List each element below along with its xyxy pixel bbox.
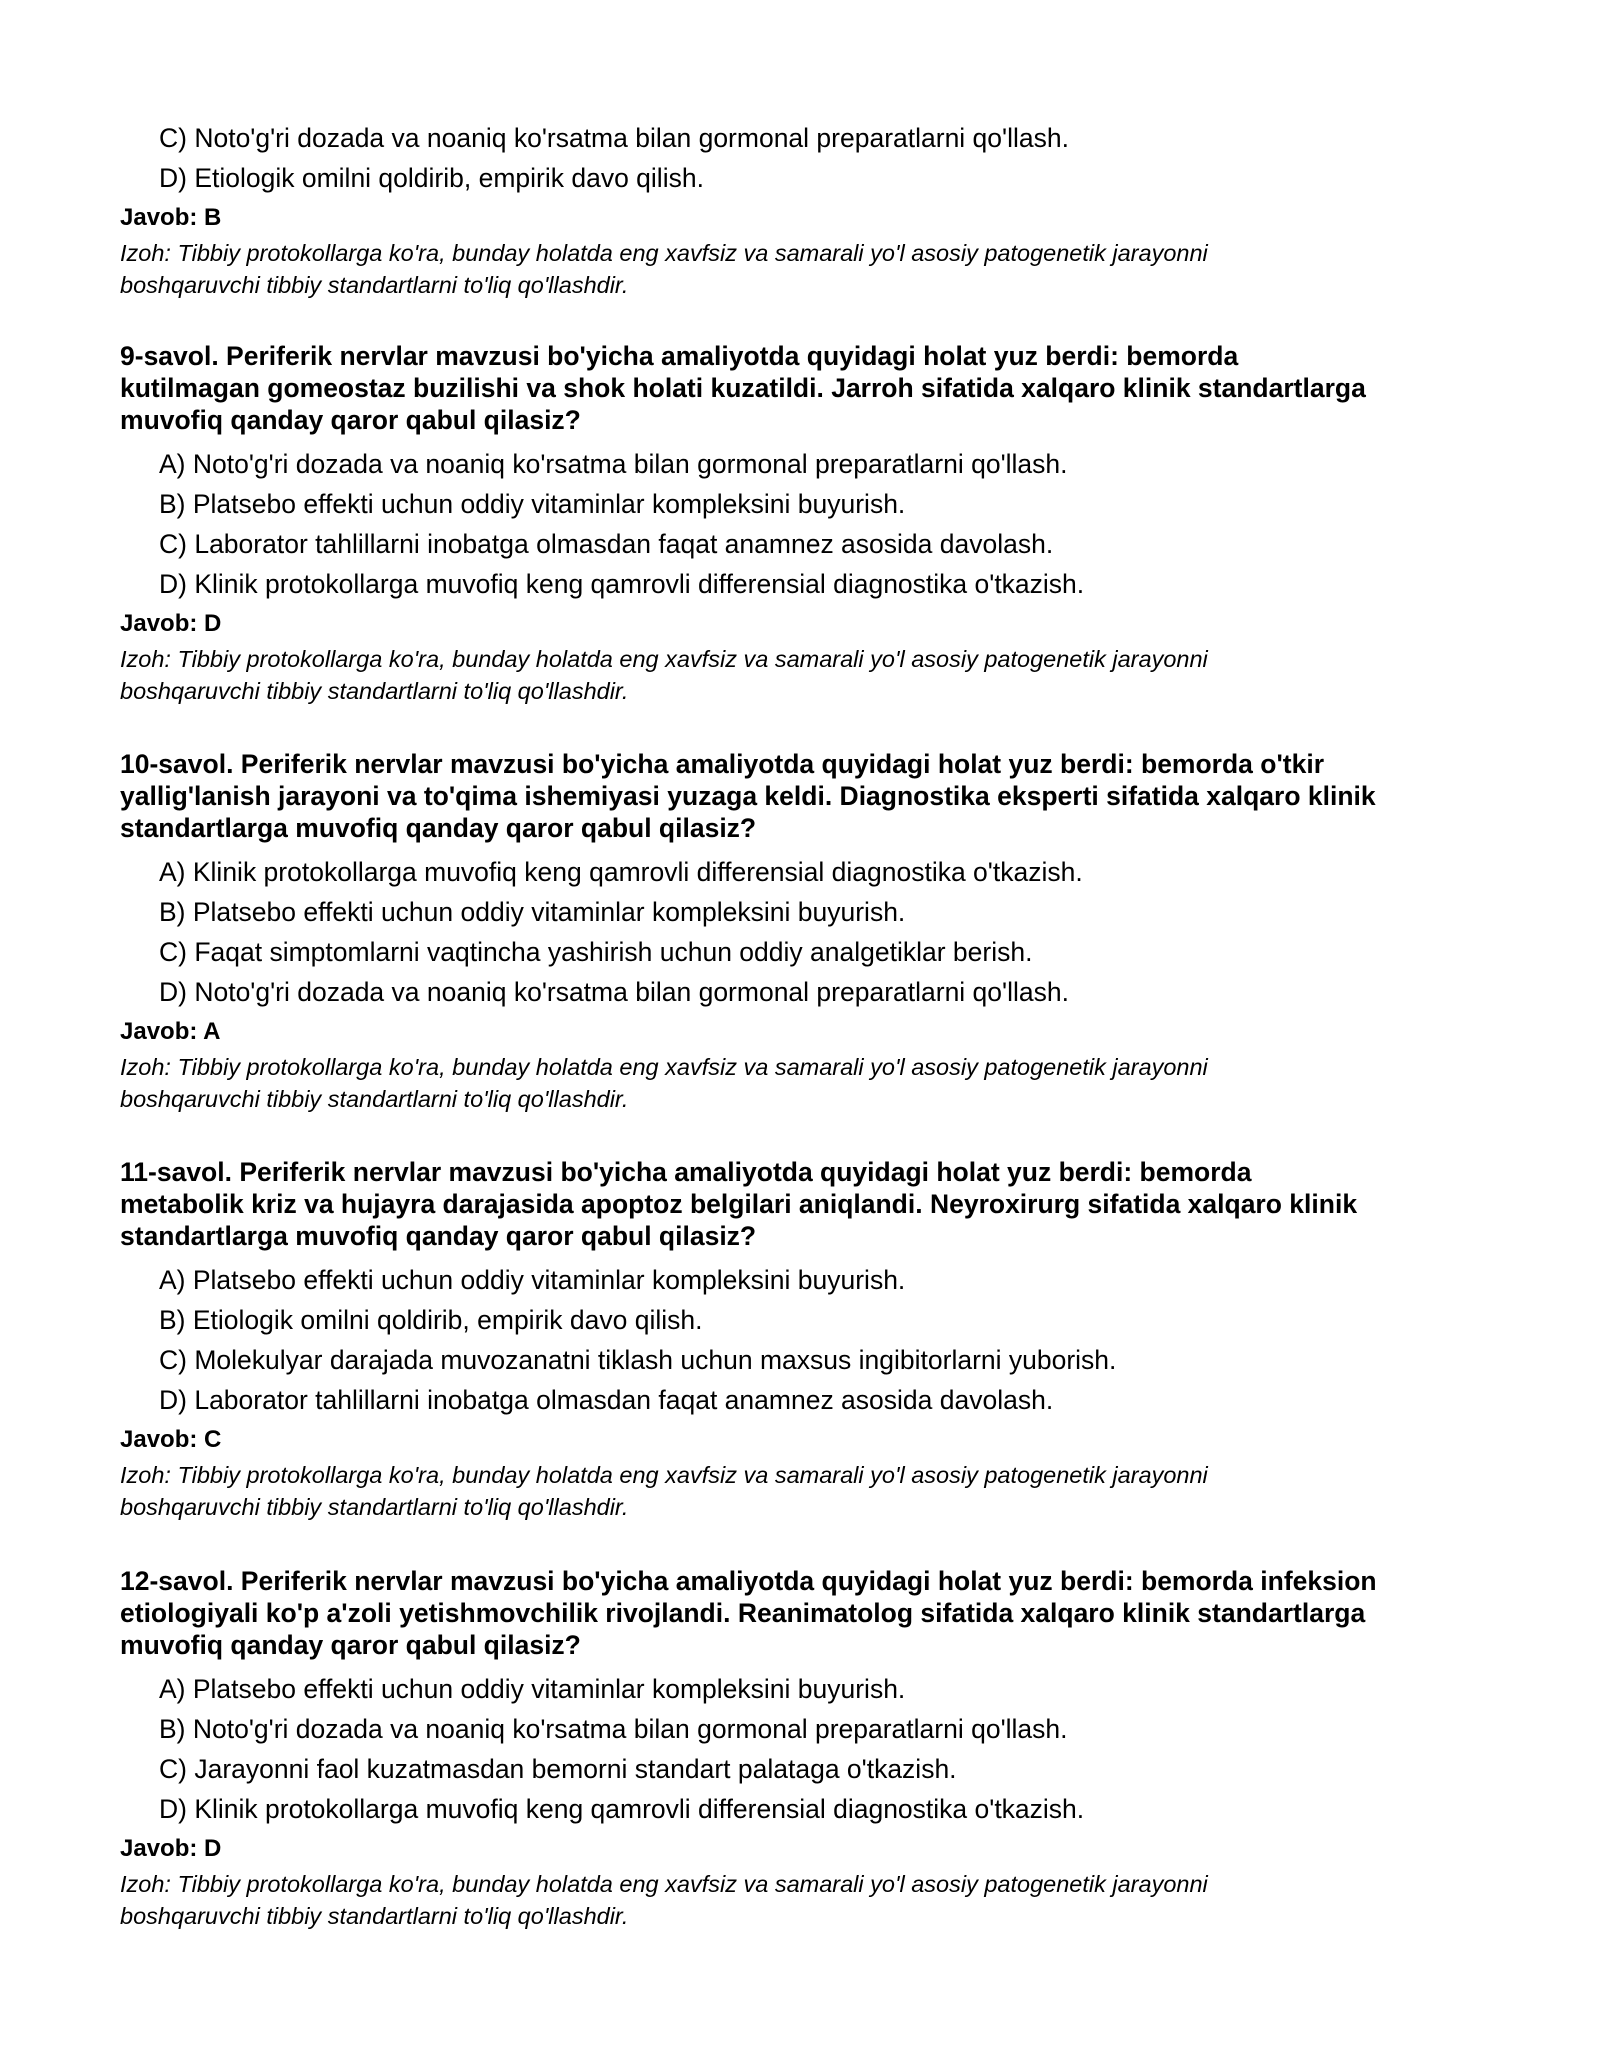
question-line: etiologiyali ko'p a'zoli yetishmovchilik rivojlandi. Reanimatolog sifatida xalqaro klinik standartlarga <box>120 1598 1366 1628</box>
question-line: standartlarga muvofiq qanday qaror qabul qilasiz? <box>120 1221 757 1251</box>
option-c: C) Molekulyar darajada muvozanatni tiklash uchun maxsus ingibitorlarni yuborish. <box>159 1345 1117 1375</box>
option-d: D) Laborator tahlillarni inobatga olmasdan faqat anamnez asosida davolash. <box>159 1385 1054 1415</box>
question-block-12 <box>120 1565 1500 1932</box>
question-line: 9-savol. Periferik nervlar mavzusi bo'yicha amaliyotda quyidagi holat yuz berdi: bemorda <box>120 341 1239 371</box>
explanation-line: boshqaruvchi tibbiy standartlarni to'liq qo'llashdir. <box>120 1494 629 1520</box>
question-text <box>120 340 1500 436</box>
question-line: metabolik kriz va hujayra darajasida apoptoz belgilari aniqlandi. Neyroxirurg sifatida xalqaro klinik <box>120 1189 1358 1219</box>
explanation-line: Izoh: Tibbiy protokollarga ko'ra, bunday holatda eng xavfsiz va samarali yo'l asosiy patogenetik jarayonni <box>120 646 1208 672</box>
explanation-line: boshqaruvchi tibbiy standartlarni to'liq qo'llashdir. <box>120 1903 629 1929</box>
question-block-9 <box>120 340 1500 707</box>
option-d: D) Noto'g'ri dozada va noaniq ko'rsatma bilan gormonal preparatlarni qo'llash. <box>159 977 1069 1007</box>
option-c: C) Faqat simptomlarni vaqtincha yashirish uchun oddiy analgetiklar berish. <box>159 937 1033 967</box>
question-line: muvofiq qanday qaror qabul qilasiz? <box>120 405 581 435</box>
answer-label: Javob: B <box>120 204 222 231</box>
question-line: kutilmagan gomeostaz buzilishi va shok holati kuzatildi. Jarroh sifatida xalqaro klinik standartlarga <box>120 373 1366 403</box>
question-block-10 <box>120 748 1500 1115</box>
option-a: A) Noto'g'ri dozada va noaniq ko'rsatma bilan gormonal preparatlarni qo'llash. <box>159 449 1068 479</box>
option-c: C) Laborator tahlillarni inobatga olmasdan faqat anamnez asosida davolash. <box>159 529 1054 559</box>
question-text <box>120 1156 1500 1252</box>
explanation-line: Izoh: Tibbiy protokollarga ko'ra, bunday holatda eng xavfsiz va samarali yo'l asosiy patogenetik jarayonni <box>120 1871 1208 1897</box>
answer-label: Javob: A <box>120 1018 221 1045</box>
answer-label: Javob: D <box>120 610 222 637</box>
option-d: D) Etiologik omilni qoldirib, empirik davo qilish. <box>159 163 704 193</box>
explanation-line: boshqaruvchi tibbiy standartlarni to'liq qo'llashdir. <box>120 678 629 704</box>
question-text <box>120 748 1500 844</box>
option-d: D) Klinik protokollarga muvofiq keng qamrovli differensial diagnostika o'tkazish. <box>159 569 1085 599</box>
question-line: 10-savol. Periferik nervlar mavzusi bo'yicha amaliyotda quyidagi holat yuz berdi: bemorda o'tkir <box>120 749 1325 779</box>
question-line: 11-savol. Periferik nervlar mavzusi bo'yicha amaliyotda quyidagi holat yuz berdi: bemorda <box>120 1157 1252 1187</box>
option-b: B) Noto'g'ri dozada va noaniq ko'rsatma bilan gormonal preparatlarni qo'llash. <box>159 1714 1068 1744</box>
question-text <box>120 1565 1500 1661</box>
option-b: B) Platsebo effekti uchun oddiy vitaminlar kompleksini buyurish. <box>159 897 906 927</box>
question-line: yallig'lanish jarayoni va to'qima ishemiyasi yuzaga keldi. Diagnostika eksperti sifatida xalqaro klinik <box>120 781 1376 811</box>
question-line: standartlarga muvofiq qanday qaror qabul qilasiz? <box>120 813 757 843</box>
explanation-line: boshqaruvchi tibbiy standartlarni to'liq qo'llashdir. <box>120 1086 629 1112</box>
option-c: C) Jarayonni faol kuzatmasdan bemorni standart palataga o'tkazish. <box>159 1754 957 1784</box>
option-a: A) Platsebo effekti uchun oddiy vitaminlar kompleksini buyurish. <box>159 1265 906 1295</box>
option-b: B) Etiologik omilni qoldirib, empirik davo qilish. <box>159 1305 703 1335</box>
explanation-line: Izoh: Tibbiy protokollarga ko'ra, bunday holatda eng xavfsiz va samarali yo'l asosiy patogenetik jarayonni <box>120 240 1208 266</box>
question-line: muvofiq qanday qaror qabul qilasiz? <box>120 1630 581 1660</box>
option-c: C) Noto'g'ri dozada va noaniq ko'rsatma bilan gormonal preparatlarni qo'llash. <box>159 123 1069 153</box>
option-b: B) Platsebo effekti uchun oddiy vitaminlar kompleksini buyurish. <box>159 489 906 519</box>
explanation-line: Izoh: Tibbiy protokollarga ko'ra, bunday holatda eng xavfsiz va samarali yo'l asosiy patogenetik jarayonni <box>120 1054 1208 1080</box>
explanation-line: Izoh: Tibbiy protokollarga ko'ra, bunday holatda eng xavfsiz va samarali yo'l asosiy patogenetik jarayonni <box>120 1462 1208 1488</box>
option-d: D) Klinik protokollarga muvofiq keng qamrovli differensial diagnostika o'tkazish. <box>159 1794 1085 1824</box>
question-block-11 <box>120 1156 1500 1523</box>
question-line: 12-savol. Periferik nervlar mavzusi bo'yicha amaliyotda quyidagi holat yuz berdi: bemorda infeksion <box>120 1566 1377 1596</box>
option-a: A) Klinik protokollarga muvofiq keng qamrovli differensial diagnostika o'tkazish. <box>159 857 1083 887</box>
answer-label: Javob: C <box>120 1426 222 1453</box>
answer-label: Javob: D <box>120 1835 222 1862</box>
question-8-continuation <box>120 118 1500 301</box>
option-a: A) Platsebo effekti uchun oddiy vitaminlar kompleksini buyurish. <box>159 1674 906 1704</box>
explanation-line: boshqaruvchi tibbiy standartlarni to'liq qo'llashdir. <box>120 272 629 298</box>
